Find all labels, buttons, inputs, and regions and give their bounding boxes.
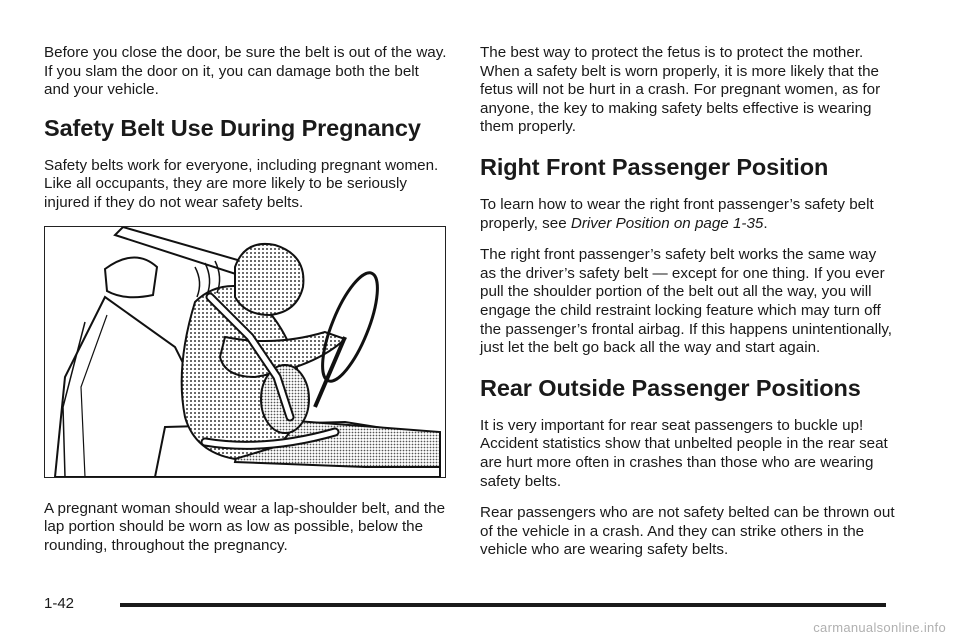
front-paragraph-2: The right front passenger’s safety belt works the same way as the driver’s safety belt — except for one thing. If you ever pull the shoulder portion of the belt out all the way, you will engage the child restraint locking feature which may turn off the passenger’s frontal airbag. If this happens unintentionally, just let the belt go back all the way and start again.	[480, 246, 893, 357]
front-paragraph-1-suffix: .	[763, 214, 768, 232]
heading-rear-outside: Rear Outside Passenger Positions	[480, 374, 861, 401]
fetus-paragraph: The best way to protect the fetus is to protect the mother. When a safety belt is worn properly, it is more likely that the fetus will not be hurt in a crash. For pregnant women, as for anyone, the key to making safety belts effective is wearing them properly.	[480, 44, 881, 136]
front-paragraph-1-prefix: To learn how to wear the right front passenger’s safety belt properly, see	[480, 195, 874, 232]
front-paragraph-1	[480, 196, 896, 233]
intro-paragraph: Before you close the door, be sure the belt is out of the way. If you slam the door on it, you can damage both the belt and your vehicle.	[44, 44, 447, 99]
illustration-svg	[45, 227, 445, 477]
steering-wheel-shape	[312, 266, 389, 387]
driver-position-link[interactable]: Driver Position on page 1-35	[570, 214, 764, 232]
page-number: 1-42	[44, 595, 75, 612]
footer-rule	[120, 603, 886, 607]
pregnancy-paragraph-2: A pregnant woman should wear a lap-shoulder belt, and the lap portion should be worn as low as possible, below the rounding, throughout the pregnancy.	[44, 499, 446, 554]
pregnant-woman-seatbelt-illustration	[44, 226, 446, 478]
watermark-text: carmanualsonline.info	[813, 620, 946, 635]
head-shape	[235, 244, 303, 315]
rear-paragraph-1: It is very important for rear seat passengers to buckle up! Accident statistics show that unbelted people in the rear seat are hurt more often in crashes than those who are wearing safety belts.	[480, 416, 888, 490]
heading-pregnancy: Safety Belt Use During Pregnancy	[44, 114, 421, 141]
left-column	[44, 44, 448, 568]
rear-paragraph-2: Rear passengers who are not safety belted can be thrown out of the vehicle in a crash. And they can strike others in the vehicle who are wearing safety belts.	[480, 504, 895, 559]
right-column	[480, 44, 896, 573]
heading-right-front: Right Front Passenger Position	[480, 153, 829, 180]
headrest-shape	[105, 257, 157, 297]
pregnancy-paragraph-1: Safety belts work for everyone, including pregnant women. Like all occupants, they are more likely to be seriously injured if they do not wear safety belts.	[44, 156, 439, 211]
